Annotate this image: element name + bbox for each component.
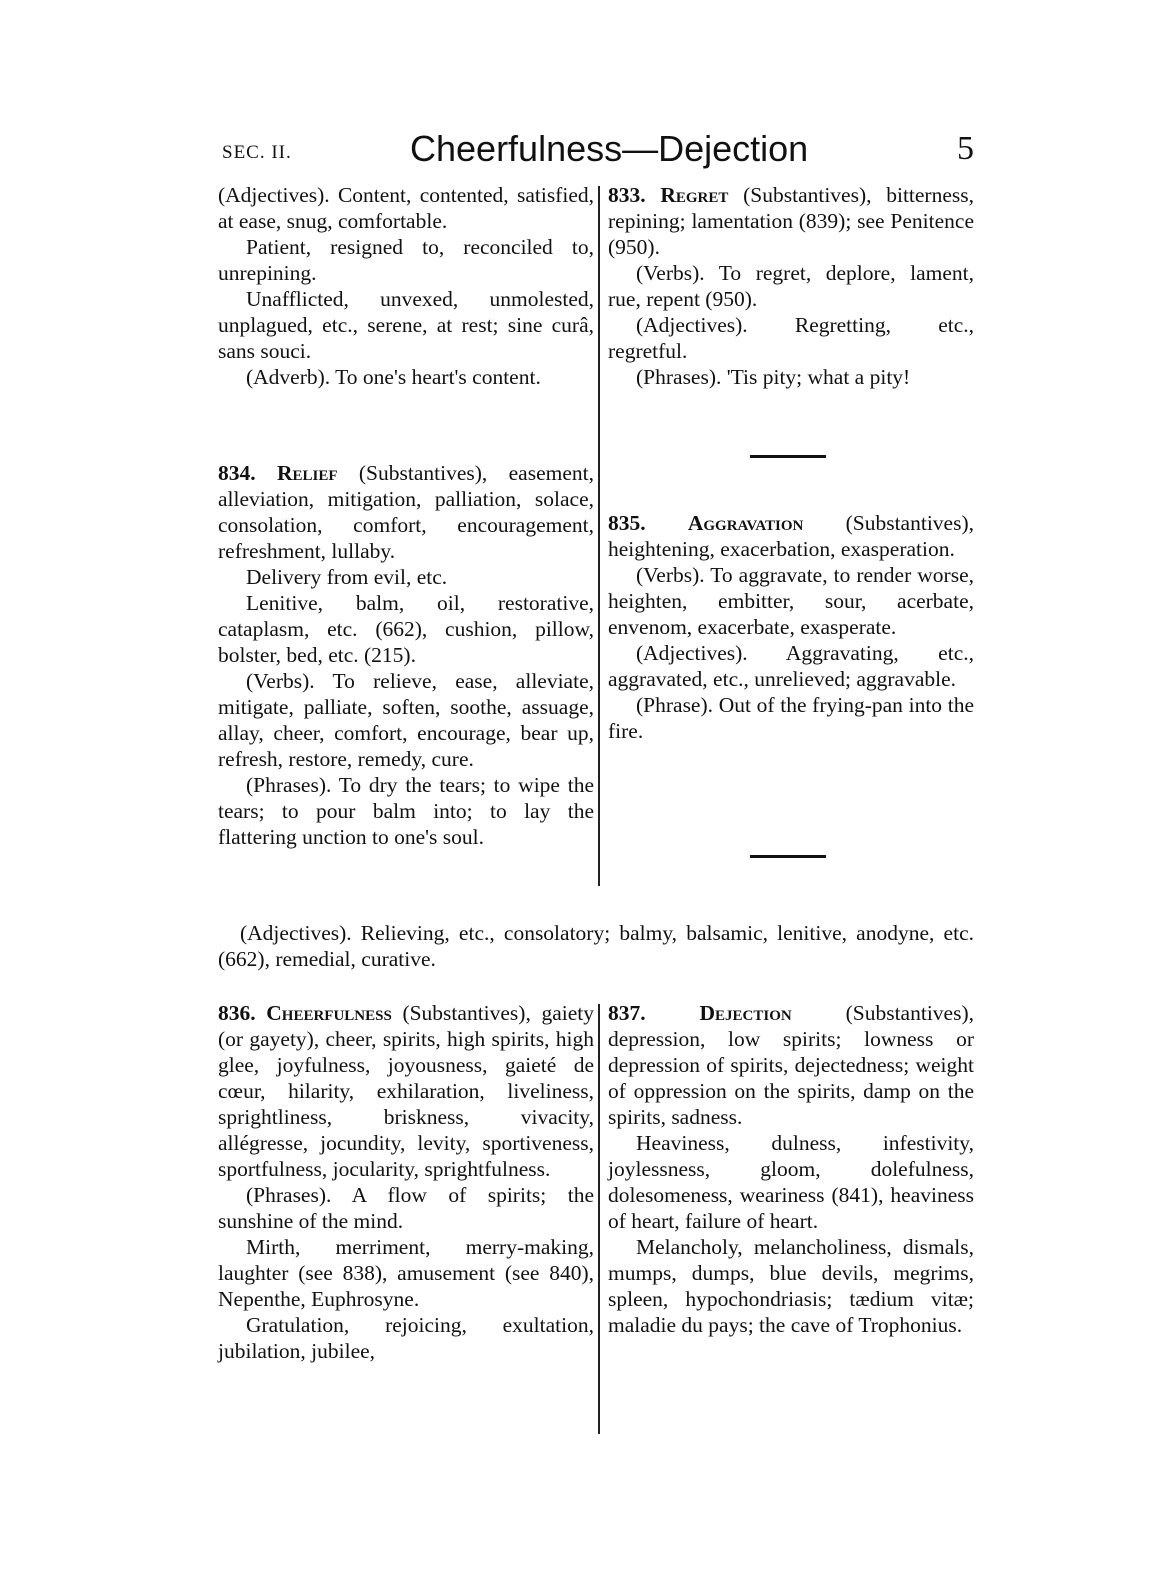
paragraph: Heaviness, dulness, infestivity, joylessness, gloom, dolefulness, dolesomeness, weariness (841), heaviness of heart, failure of heart. (608, 1131, 974, 1233)
entry-836-cheerfulness (218, 1000, 594, 1364)
paragraph: (Phrases). 'Tis pity; what a pity! (636, 365, 911, 389)
entry-835-aggravation (608, 510, 974, 744)
entry-text: (Substantives), easement, alleviation, mitigation, palliation, solace, consolation, comfort, encouragement, refreshment, lullaby. (218, 461, 594, 563)
entry-number: 837. (608, 1001, 646, 1025)
paragraph: Delivery from evil, etc. (246, 565, 448, 589)
headword: Relief (276, 461, 338, 485)
separator-rule (750, 855, 826, 858)
section-label: SEC. II. (222, 142, 292, 163)
column-divider (598, 1004, 600, 1434)
relief-adjectives (218, 920, 974, 972)
paragraph: (Verbs). To aggravate, to render worse, heighten, embitter, sour, acerbate, envenom, exacerbate, exasperate. (608, 563, 974, 639)
headword: Aggravation (687, 511, 804, 535)
entry-text: (Substantives), heightening, exacerbation, exasperation. (608, 511, 974, 561)
headword: Dejection (699, 1001, 792, 1025)
content-entry-continued (218, 182, 594, 390)
paragraph (608, 1000, 974, 1130)
paragraph: Melancholy, melancholiness, dismals, mumps, dumps, blue devils, megrims, spleen, hypochondriasis; tædium vitæ; maladie du pays; the cave of Trophonius. (608, 1235, 974, 1337)
paragraph: (Adjectives). Content, contented, satisfied, at ease, snug, comfortable. (218, 183, 594, 233)
paragraph: (Adverb). To one's heart's content. (246, 365, 541, 389)
entry-text: (Substantives), depression, low spirits; lowness or depression of spirits, dejectedness; weight of oppression on the spirits, damp on the spirits, sadness. (608, 1001, 974, 1129)
paragraph: (Verbs). To regret, deplore, lament, rue, repent (950). (608, 261, 974, 311)
separator-rule (750, 455, 826, 458)
entry-number: 833. (608, 183, 646, 207)
paragraph: (Adjectives). Regretting, etc., regretful. (608, 313, 974, 363)
paragraph: (Adjectives). Aggravating, etc., aggravated, etc., unrelieved; aggravable. (608, 641, 974, 691)
paragraph: (Phrases). To dry the tears; to wipe the tears; to pour balm into; to lay the flattering unction to one's soul. (218, 773, 594, 849)
paragraph: Mirth, merriment, merry-making, laughter (see 838), amusement (see 840), Nepenthe, Euphrosyne. (218, 1235, 594, 1311)
paragraph: Unafflicted, unvexed, unmolested, unplagued, etc., serene, at rest; sine curâ, sans souci. (218, 287, 594, 363)
entry-text: (Substantives), gaiety (or gayety), cheer, spirits, high spirits, high glee, joyfulness, joyousness, gaieté de cœur, hilarity, exhilaration, liveliness, sprightliness, briskness, vivacity, allégresse, jocundity, levity, sportiveness, sportfulness, jocularity, sprightfulness. (218, 1001, 594, 1181)
entry-number: 835. (608, 511, 646, 535)
paragraph: (Adjectives). Relieving, etc., consolatory; balmy, balsamic, lenitive, anodyne, etc. (662), remedial, curative. (218, 921, 974, 971)
paragraph (218, 1000, 594, 1182)
column-divider (598, 186, 600, 886)
entry-837-dejection (608, 1000, 974, 1338)
page-number: 5 (957, 130, 974, 167)
entry-834-relief (218, 460, 594, 850)
entry-833-regret (608, 182, 974, 390)
page-title: Cheerfulness—Dejection (410, 128, 809, 169)
paragraph: Gratulation, rejoicing, exultation, jubilation, jubilee, (218, 1313, 594, 1363)
paragraph: (Phrases). A flow of spirits; the sunshine of the mind. (218, 1183, 594, 1233)
entry-number: 834. (218, 461, 256, 485)
entry-text: (Substantives), bitterness, repining; lamentation (839); see Penitence (950). (608, 183, 974, 259)
page-header (222, 128, 974, 178)
paragraph: (Phrase). Out of the frying-pan into the fire. (608, 693, 974, 743)
paragraph (608, 182, 974, 260)
entry-number: 836. (218, 1001, 256, 1025)
paragraph (608, 510, 974, 562)
headword: Regret (660, 183, 729, 207)
headword: Cheerfulness (266, 1001, 392, 1025)
paragraph (218, 460, 594, 564)
paragraph: Lenitive, balm, oil, restorative, cataplasm, etc. (662), cushion, pillow, bolster, bed, etc. (215). (218, 591, 594, 667)
paragraph: (Verbs). To relieve, ease, alleviate, mitigate, palliate, soften, soothe, assuage, allay, cheer, comfort, encourage, bear up, refresh, restore, remedy, cure. (218, 669, 594, 771)
paragraph: Patient, resigned to, reconciled to, unrepining. (218, 235, 594, 285)
